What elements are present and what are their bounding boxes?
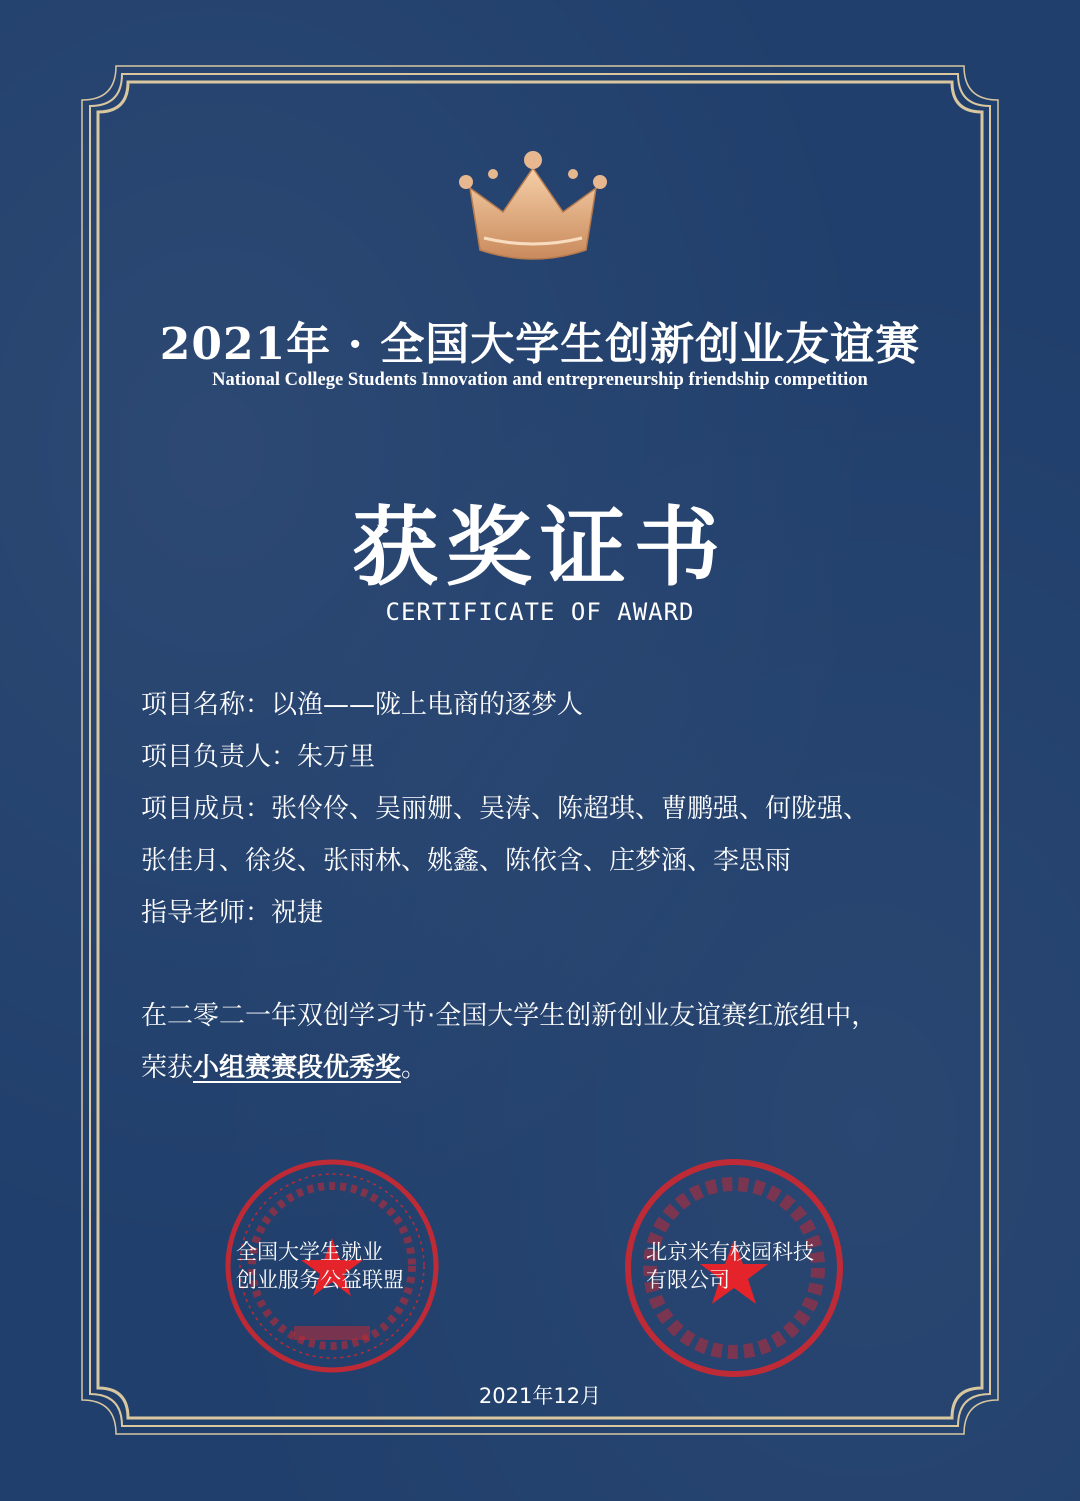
project-name: 项目名称：以渔——陇上电商的逐梦人 [141,690,584,720]
competition-title: 2021年 · 全国大学生创新创业友谊赛 [159,319,921,370]
certificate-subheading: CERTIFICATE OF AWARD [385,598,695,626]
project-members-line2: 张佳月、徐炎、张雨林、姚鑫、陈依含、庄梦涵、李思雨 [141,846,792,876]
crown-icon [458,150,608,270]
advisor: 指导老师：祝捷 [141,898,324,928]
left-seal-text: 全国大学生就业 创业服务公益联盟 [236,1240,404,1292]
project-members-line1: 项目成员：张伶伶、吴丽姗、吴涛、陈超琪、曹鹏强、何陇强、 [141,794,870,824]
award-name: 小组赛赛段优秀奖 [193,1053,402,1083]
award-suffix: 。 [401,1053,428,1083]
project-leader: 项目负责人：朱万里 [141,742,376,772]
issue-date: 2021年12月 [478,1384,602,1408]
certificate-heading: 获奖证书 [352,498,728,598]
award-statement-line2 [141,1047,427,1084]
award-prefix: 荣获 [141,1053,194,1083]
award-statement-line1: 在二零二一年双创学习节·全国大学生创新创业友谊赛红旅组中， [141,1001,878,1031]
right-seal-text: 北京米有校园科技 有限公司 [646,1240,814,1292]
competition-title-english: National College Students Innovation and entrepreneurship friendship competition [212,370,868,390]
